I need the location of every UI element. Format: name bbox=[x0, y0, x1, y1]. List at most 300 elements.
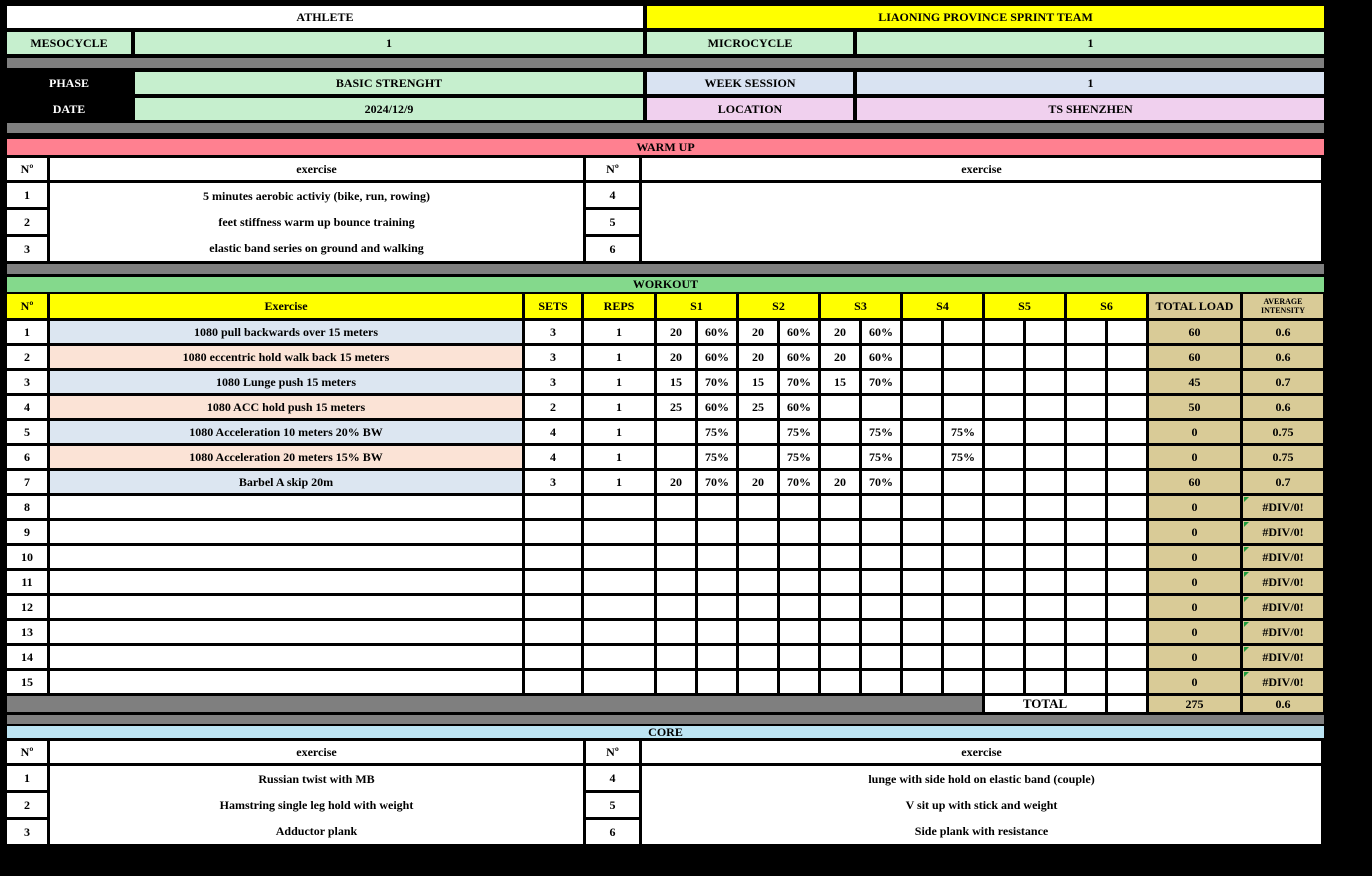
workout-s6-load-cell bbox=[1067, 521, 1105, 543]
workout-s1-intensity-cell: 60% bbox=[698, 346, 736, 368]
workout-s4-load-cell bbox=[903, 371, 941, 393]
workout-s2-load-cell bbox=[739, 521, 777, 543]
workout-s5-load-cell bbox=[985, 396, 1023, 418]
workout-reps-cell: 1 bbox=[584, 471, 654, 493]
workout-total-load-cell: 0 bbox=[1149, 621, 1240, 643]
workout-row-number: 13 bbox=[7, 621, 47, 643]
workout-s2-intensity-cell: 75% bbox=[780, 421, 818, 443]
workout-exercise-cell: Barbel A skip 20m bbox=[50, 471, 522, 493]
workout-row-number: 4 bbox=[7, 396, 47, 418]
workout-sets-cell: 3 bbox=[525, 346, 581, 368]
warmup-exercise: feet stiffness warm up bounce training bbox=[218, 214, 415, 229]
workout-s3-load-cell: 20 bbox=[821, 346, 859, 368]
workout-row-number: 9 bbox=[7, 521, 47, 543]
workout-reps-cell: 1 bbox=[584, 396, 654, 418]
core-row-number: 1 bbox=[7, 766, 47, 790]
core-exercise: Russian twist with MB bbox=[258, 771, 375, 786]
workout-s2-intensity-cell bbox=[780, 496, 818, 518]
workout-s5-load-cell bbox=[985, 546, 1023, 568]
workout-reps-cell bbox=[584, 646, 654, 668]
warmup-exercise bbox=[642, 209, 1321, 235]
workout-s4-load-cell bbox=[903, 571, 941, 593]
workout-s4-intensity-cell bbox=[944, 546, 982, 568]
workout-s3-intensity-cell: 75% bbox=[862, 446, 900, 468]
warmup-col-exercise-right: exercise bbox=[642, 158, 1321, 180]
workout-s2-intensity-cell: 70% bbox=[780, 371, 818, 393]
workout-s5-load-cell bbox=[985, 521, 1023, 543]
workout-sets-cell: 4 bbox=[525, 421, 581, 443]
workout-row-number: 15 bbox=[7, 671, 47, 693]
workout-s6-intensity-cell bbox=[1108, 571, 1146, 593]
workout-s4-intensity-cell bbox=[944, 496, 982, 518]
workout-s6-intensity-cell bbox=[1108, 621, 1146, 643]
workout-s4-intensity-cell bbox=[944, 396, 982, 418]
workout-s3-load-cell: 15 bbox=[821, 371, 859, 393]
workout-s3-load-cell bbox=[821, 671, 859, 693]
workout-section-header: WORKOUT bbox=[7, 277, 1324, 292]
workout-s5-load-cell bbox=[985, 321, 1023, 343]
workout-s6-intensity-cell bbox=[1108, 496, 1146, 518]
workout-s1-load-cell: 25 bbox=[657, 396, 695, 418]
workout-s5-load-cell bbox=[985, 496, 1023, 518]
workout-reps-cell bbox=[584, 546, 654, 568]
warmup-exercise bbox=[642, 235, 1321, 261]
workout-s2-intensity-cell bbox=[780, 571, 818, 593]
workout-s5-intensity-cell bbox=[1026, 646, 1064, 668]
workout-s6-load-cell bbox=[1067, 396, 1105, 418]
workout-s1-load-cell: 20 bbox=[657, 346, 695, 368]
workout-s3-intensity-cell bbox=[862, 621, 900, 643]
workout-s4-intensity-cell bbox=[944, 621, 982, 643]
workout-s6-load-cell bbox=[1067, 646, 1105, 668]
core-col-no-right: Nº bbox=[586, 741, 639, 763]
workout-s6-load-cell bbox=[1067, 471, 1105, 493]
separator-band bbox=[7, 58, 1324, 68]
warmup-section-header: WARM UP bbox=[7, 139, 1324, 155]
workout-s5-intensity-cell bbox=[1026, 371, 1064, 393]
workout-s6-intensity-cell bbox=[1108, 396, 1146, 418]
workout-col-total-load: TOTAL LOAD bbox=[1149, 294, 1240, 318]
workout-s3-intensity-cell bbox=[862, 396, 900, 418]
separator-band bbox=[7, 715, 1324, 724]
workout-s1-intensity-cell bbox=[698, 621, 736, 643]
workout-total-load-cell: 0 bbox=[1149, 421, 1240, 443]
workout-s4-load-cell bbox=[903, 446, 941, 468]
workout-avg-intensity-cell: #DIV/0! bbox=[1243, 496, 1323, 518]
workout-s1-load-cell bbox=[657, 496, 695, 518]
workout-sets-cell: 4 bbox=[525, 446, 581, 468]
athlete-info-table bbox=[7, 6, 1324, 54]
workout-s6-load-cell bbox=[1067, 421, 1105, 443]
workout-reps-cell bbox=[584, 671, 654, 693]
phase-value: BASIC STRENGHT bbox=[135, 72, 643, 94]
workout-avg-intensity-cell: #DIV/0! bbox=[1243, 596, 1323, 618]
workout-s5-load-cell bbox=[985, 671, 1023, 693]
workout-s5-intensity-cell bbox=[1026, 396, 1064, 418]
workout-s2-load-cell: 25 bbox=[739, 396, 777, 418]
workout-s3-intensity-cell bbox=[862, 546, 900, 568]
workout-s6-load-cell bbox=[1067, 346, 1105, 368]
workout-s4-load-cell bbox=[903, 396, 941, 418]
workout-exercise-cell: 1080 Lunge push 15 meters bbox=[50, 371, 522, 393]
workout-s5-intensity-cell bbox=[1026, 571, 1064, 593]
team-name: LIAONING PROVINCE SPRINT TEAM bbox=[647, 6, 1324, 28]
separator-band bbox=[7, 123, 1324, 133]
workout-s6-load-cell bbox=[1067, 571, 1105, 593]
workout-sets-cell bbox=[525, 521, 581, 543]
workout-s5-load-cell bbox=[985, 446, 1023, 468]
workout-row-number: 10 bbox=[7, 546, 47, 568]
workout-s2-intensity-cell: 60% bbox=[780, 346, 818, 368]
workout-avg-intensity-cell: #DIV/0! bbox=[1243, 521, 1323, 543]
workout-row-number: 11 bbox=[7, 571, 47, 593]
week-session-label: WEEK SESSION bbox=[647, 72, 853, 94]
core-exercise: V sit up with stick and weight bbox=[905, 797, 1058, 812]
workout-exercise-cell bbox=[50, 571, 522, 593]
workout-s6-intensity-cell bbox=[1108, 671, 1146, 693]
workout-s1-load-cell bbox=[657, 521, 695, 543]
workout-reps-cell bbox=[584, 521, 654, 543]
workout-s3-load-cell bbox=[821, 596, 859, 618]
workout-sets-cell bbox=[525, 646, 581, 668]
workout-s6-load-cell bbox=[1067, 546, 1105, 568]
workout-s1-load-cell bbox=[657, 646, 695, 668]
workout-row-number: 3 bbox=[7, 371, 47, 393]
workout-s6-intensity-cell bbox=[1108, 471, 1146, 493]
workout-row-number: 14 bbox=[7, 646, 47, 668]
workout-exercise-cell bbox=[50, 521, 522, 543]
warmup-row-number: 5 bbox=[586, 210, 639, 234]
workout-s2-load-cell: 15 bbox=[739, 371, 777, 393]
workout-s3-load-cell: 20 bbox=[821, 471, 859, 493]
workout-s6-intensity-cell bbox=[1108, 346, 1146, 368]
workout-col-exercise: Exercise bbox=[50, 294, 522, 318]
workout-row-number: 8 bbox=[7, 496, 47, 518]
workout-s3-intensity-cell bbox=[862, 596, 900, 618]
workout-s4-load-cell bbox=[903, 496, 941, 518]
workout-col-avg-intensity: AVERAGE INTENSITY bbox=[1243, 294, 1323, 318]
workout-s5-intensity-cell bbox=[1026, 596, 1064, 618]
core-col-exercise-left: exercise bbox=[50, 741, 583, 763]
workout-s2-load-cell bbox=[739, 671, 777, 693]
workout-s3-load-cell bbox=[821, 446, 859, 468]
workout-s3-load-cell: 20 bbox=[821, 321, 859, 343]
workout-s6-load-cell bbox=[1067, 496, 1105, 518]
workout-col-s1: S1 bbox=[657, 294, 736, 318]
workout-total-label: TOTAL bbox=[985, 696, 1105, 712]
workout-row-number: 1 bbox=[7, 321, 47, 343]
workout-exercise-cell bbox=[50, 646, 522, 668]
workout-s2-load-cell bbox=[739, 496, 777, 518]
workout-avg-intensity-cell: 0.7 bbox=[1243, 471, 1323, 493]
workout-s2-intensity-cell bbox=[780, 621, 818, 643]
workout-total-load-cell: 60 bbox=[1149, 321, 1240, 343]
workout-total-load-cell: 0 bbox=[1149, 596, 1240, 618]
workout-s4-intensity-cell bbox=[944, 471, 982, 493]
workout-s6-load-cell bbox=[1067, 621, 1105, 643]
workout-sets-cell bbox=[525, 596, 581, 618]
workout-s5-intensity-cell bbox=[1026, 496, 1064, 518]
workout-avg-intensity-cell: #DIV/0! bbox=[1243, 546, 1323, 568]
mesocycle-label: MESOCYCLE bbox=[7, 32, 131, 54]
workout-total-load-cell: 0 bbox=[1149, 521, 1240, 543]
workout-total-blank-cell bbox=[1108, 696, 1146, 712]
workout-s5-intensity-cell bbox=[1026, 421, 1064, 443]
workout-s3-load-cell bbox=[821, 646, 859, 668]
workout-col-reps: REPS bbox=[584, 294, 654, 318]
workout-reps-cell bbox=[584, 621, 654, 643]
workout-avg-intensity-cell: 0.75 bbox=[1243, 421, 1323, 443]
workout-s2-intensity-cell: 75% bbox=[780, 446, 818, 468]
workout-s5-load-cell bbox=[985, 596, 1023, 618]
workout-s1-load-cell bbox=[657, 621, 695, 643]
workout-s3-load-cell bbox=[821, 496, 859, 518]
workout-s1-intensity-cell: 70% bbox=[698, 471, 736, 493]
workout-s2-intensity-cell: 60% bbox=[780, 396, 818, 418]
location-label: LOCATION bbox=[647, 98, 853, 120]
workout-avg-intensity-cell: 0.6 bbox=[1243, 346, 1323, 368]
workout-s3-intensity-cell: 70% bbox=[862, 371, 900, 393]
workout-total-load-cell: 0 bbox=[1149, 571, 1240, 593]
workout-exercise-cell: 1080 Acceleration 10 meters 20% BW bbox=[50, 421, 522, 443]
workout-s4-intensity-cell bbox=[944, 646, 982, 668]
separator-band bbox=[7, 264, 1324, 274]
core-row-number: 4 bbox=[586, 766, 639, 790]
workout-s3-load-cell bbox=[821, 571, 859, 593]
workout-s2-load-cell: 20 bbox=[739, 321, 777, 343]
workout-s4-intensity-cell bbox=[944, 671, 982, 693]
workout-exercise-cell bbox=[50, 546, 522, 568]
workout-avg-intensity-cell: #DIV/0! bbox=[1243, 621, 1323, 643]
workout-table bbox=[7, 294, 1324, 712]
workout-sets-cell bbox=[525, 671, 581, 693]
workout-s2-intensity-cell bbox=[780, 596, 818, 618]
workout-exercise-cell: 1080 Acceleration 20 meters 15% BW bbox=[50, 446, 522, 468]
warmup-row-number: 1 bbox=[7, 183, 47, 207]
workout-reps-cell: 1 bbox=[584, 446, 654, 468]
workout-s3-intensity-cell: 75% bbox=[862, 421, 900, 443]
warmup-exercise: 5 minutes aerobic activiy (bike, run, rowing) bbox=[203, 188, 430, 203]
athlete-label: ATHLETE bbox=[7, 6, 643, 28]
workout-avg-intensity-cell: 0.6 bbox=[1243, 396, 1323, 418]
workout-reps-cell bbox=[584, 496, 654, 518]
workout-s3-intensity-cell bbox=[862, 671, 900, 693]
workout-s6-intensity-cell bbox=[1108, 421, 1146, 443]
workout-s1-load-cell bbox=[657, 546, 695, 568]
workout-row-number: 7 bbox=[7, 471, 47, 493]
workout-s1-load-cell bbox=[657, 671, 695, 693]
microcycle-value: 1 bbox=[857, 32, 1324, 54]
workout-total-load-cell: 0 bbox=[1149, 671, 1240, 693]
workout-sets-cell bbox=[525, 546, 581, 568]
core-exercise: Adductor plank bbox=[275, 823, 358, 838]
workout-total-load-cell: 0 bbox=[1149, 646, 1240, 668]
workout-s4-load-cell bbox=[903, 671, 941, 693]
workout-col-s5: S5 bbox=[985, 294, 1064, 318]
core-row-number: 5 bbox=[586, 793, 639, 817]
workout-sets-cell bbox=[525, 621, 581, 643]
warmup-col-no-right: Nº bbox=[586, 158, 639, 180]
workout-s5-intensity-cell bbox=[1026, 521, 1064, 543]
workout-row-number: 5 bbox=[7, 421, 47, 443]
workout-s2-load-cell: 20 bbox=[739, 346, 777, 368]
workout-s2-load-cell bbox=[739, 621, 777, 643]
workout-s2-intensity-cell bbox=[780, 646, 818, 668]
workout-col-no: Nº bbox=[7, 294, 47, 318]
workout-sets-cell bbox=[525, 496, 581, 518]
workout-s4-load-cell bbox=[903, 646, 941, 668]
workout-col-s6: S6 bbox=[1067, 294, 1146, 318]
workout-total-load-cell: 0 bbox=[1149, 446, 1240, 468]
workout-reps-cell bbox=[584, 571, 654, 593]
workout-s2-intensity-cell: 70% bbox=[780, 471, 818, 493]
workout-avg-intensity-cell: 0.75 bbox=[1243, 446, 1323, 468]
workout-col-s4: S4 bbox=[903, 294, 982, 318]
workout-avg-intensity-cell: #DIV/0! bbox=[1243, 646, 1323, 668]
workout-exercise-cell: 1080 ACC hold push 15 meters bbox=[50, 396, 522, 418]
workout-col-sets: SETS bbox=[525, 294, 581, 318]
core-exercise-list-left bbox=[50, 766, 583, 844]
workout-sets-cell: 3 bbox=[525, 371, 581, 393]
workout-s2-load-cell bbox=[739, 446, 777, 468]
workout-s4-intensity-cell bbox=[944, 596, 982, 618]
week-session-value: 1 bbox=[857, 72, 1324, 94]
workout-s4-load-cell bbox=[903, 471, 941, 493]
core-col-exercise-right: exercise bbox=[642, 741, 1321, 763]
location-value: TS SHENZHEN bbox=[857, 98, 1324, 120]
workout-avg-intensity-total: 0.6 bbox=[1243, 696, 1323, 712]
workout-s1-load-cell bbox=[657, 571, 695, 593]
workout-s1-load-cell: 20 bbox=[657, 321, 695, 343]
warmup-table bbox=[7, 158, 1324, 261]
core-row-number: 6 bbox=[586, 820, 639, 844]
workout-s6-intensity-cell bbox=[1108, 321, 1146, 343]
workout-total-load-cell: 60 bbox=[1149, 471, 1240, 493]
workout-reps-cell: 1 bbox=[584, 321, 654, 343]
core-exercise: Hamstring single leg hold with weight bbox=[219, 797, 414, 812]
warmup-exercise-list-right bbox=[642, 183, 1321, 261]
workout-row-number: 12 bbox=[7, 596, 47, 618]
workout-s4-intensity-cell bbox=[944, 321, 982, 343]
workout-s4-load-cell bbox=[903, 421, 941, 443]
core-section-header: CORE bbox=[7, 726, 1324, 738]
workout-s6-intensity-cell bbox=[1108, 646, 1146, 668]
warmup-row-number: 2 bbox=[7, 210, 47, 234]
workout-total-row-filler bbox=[7, 696, 982, 712]
workout-s5-intensity-cell bbox=[1026, 621, 1064, 643]
microcycle-label: MICROCYCLE bbox=[647, 32, 853, 54]
workout-s3-load-cell bbox=[821, 421, 859, 443]
workout-s2-intensity-cell bbox=[780, 521, 818, 543]
workout-s6-intensity-cell bbox=[1108, 546, 1146, 568]
workout-s4-intensity-cell bbox=[944, 521, 982, 543]
workout-s6-intensity-cell bbox=[1108, 521, 1146, 543]
workout-s3-intensity-cell: 70% bbox=[862, 471, 900, 493]
workout-s5-intensity-cell bbox=[1026, 546, 1064, 568]
workout-exercise-cell bbox=[50, 621, 522, 643]
workout-s2-load-cell bbox=[739, 571, 777, 593]
workout-s2-load-cell bbox=[739, 546, 777, 568]
workout-s5-intensity-cell bbox=[1026, 321, 1064, 343]
workout-s5-load-cell bbox=[985, 371, 1023, 393]
workout-s3-intensity-cell bbox=[862, 646, 900, 668]
warmup-row-number: 4 bbox=[586, 183, 639, 207]
warmup-col-no-left: Nº bbox=[7, 158, 47, 180]
workout-total-load-cell: 0 bbox=[1149, 546, 1240, 568]
workout-s2-intensity-cell bbox=[780, 546, 818, 568]
workout-s5-load-cell bbox=[985, 621, 1023, 643]
workout-total-load-cell: 60 bbox=[1149, 346, 1240, 368]
workout-s1-intensity-cell: 60% bbox=[698, 396, 736, 418]
workout-s1-intensity-cell bbox=[698, 496, 736, 518]
workout-s5-intensity-cell bbox=[1026, 346, 1064, 368]
workout-s6-intensity-cell bbox=[1108, 371, 1146, 393]
workout-exercise-cell bbox=[50, 596, 522, 618]
workout-s4-load-cell bbox=[903, 546, 941, 568]
core-row-number: 3 bbox=[7, 820, 47, 844]
workout-s4-intensity-cell: 75% bbox=[944, 446, 982, 468]
workout-s6-load-cell bbox=[1067, 596, 1105, 618]
phase-label: PHASE bbox=[7, 72, 131, 94]
mesocycle-value: 1 bbox=[135, 32, 643, 54]
core-row-number: 2 bbox=[7, 793, 47, 817]
workout-s5-intensity-cell bbox=[1026, 446, 1064, 468]
workout-reps-cell: 1 bbox=[584, 421, 654, 443]
workout-exercise-cell: 1080 pull backwards over 15 meters bbox=[50, 321, 522, 343]
workout-col-s2: S2 bbox=[739, 294, 818, 318]
workout-sets-cell bbox=[525, 571, 581, 593]
workout-s5-load-cell bbox=[985, 646, 1023, 668]
workout-s4-load-cell bbox=[903, 621, 941, 643]
warmup-row-number: 6 bbox=[586, 237, 639, 261]
workout-avg-intensity-cell: #DIV/0! bbox=[1243, 671, 1323, 693]
workout-reps-cell bbox=[584, 596, 654, 618]
workout-s2-intensity-cell bbox=[780, 671, 818, 693]
workout-s2-load-cell bbox=[739, 596, 777, 618]
workout-total-load-cell: 50 bbox=[1149, 396, 1240, 418]
workout-s1-intensity-cell bbox=[698, 646, 736, 668]
warmup-row-number: 3 bbox=[7, 237, 47, 261]
warmup-col-exercise-left: exercise bbox=[50, 158, 583, 180]
warmup-exercise bbox=[642, 183, 1321, 209]
warmup-exercise-list-left bbox=[50, 183, 583, 261]
workout-exercise-cell bbox=[50, 671, 522, 693]
workout-s3-intensity-cell bbox=[862, 571, 900, 593]
workout-s1-intensity-cell bbox=[698, 596, 736, 618]
workout-s2-intensity-cell: 60% bbox=[780, 321, 818, 343]
workout-s1-intensity-cell: 75% bbox=[698, 421, 736, 443]
warmup-exercise: elastic band series on ground and walking bbox=[209, 240, 424, 255]
workout-s1-load-cell bbox=[657, 421, 695, 443]
workout-avg-intensity-cell: #DIV/0! bbox=[1243, 571, 1323, 593]
workout-sets-cell: 3 bbox=[525, 321, 581, 343]
core-exercise: lunge with side hold on elastic band (couple) bbox=[868, 771, 1095, 786]
workout-s4-load-cell bbox=[903, 321, 941, 343]
workout-s6-load-cell bbox=[1067, 321, 1105, 343]
core-exercise: Side plank with resistance bbox=[914, 823, 1049, 838]
workout-s4-load-cell bbox=[903, 346, 941, 368]
workout-s3-intensity-cell: 60% bbox=[862, 346, 900, 368]
workout-s1-intensity-cell: 60% bbox=[698, 321, 736, 343]
workout-exercise-cell bbox=[50, 496, 522, 518]
workout-s3-intensity-cell bbox=[862, 521, 900, 543]
date-label: DATE bbox=[7, 98, 131, 120]
workout-s1-load-cell: 20 bbox=[657, 471, 695, 493]
workout-s6-load-cell bbox=[1067, 671, 1105, 693]
workout-s1-load-cell bbox=[657, 596, 695, 618]
workout-s5-load-cell bbox=[985, 571, 1023, 593]
workout-row-number: 2 bbox=[7, 346, 47, 368]
